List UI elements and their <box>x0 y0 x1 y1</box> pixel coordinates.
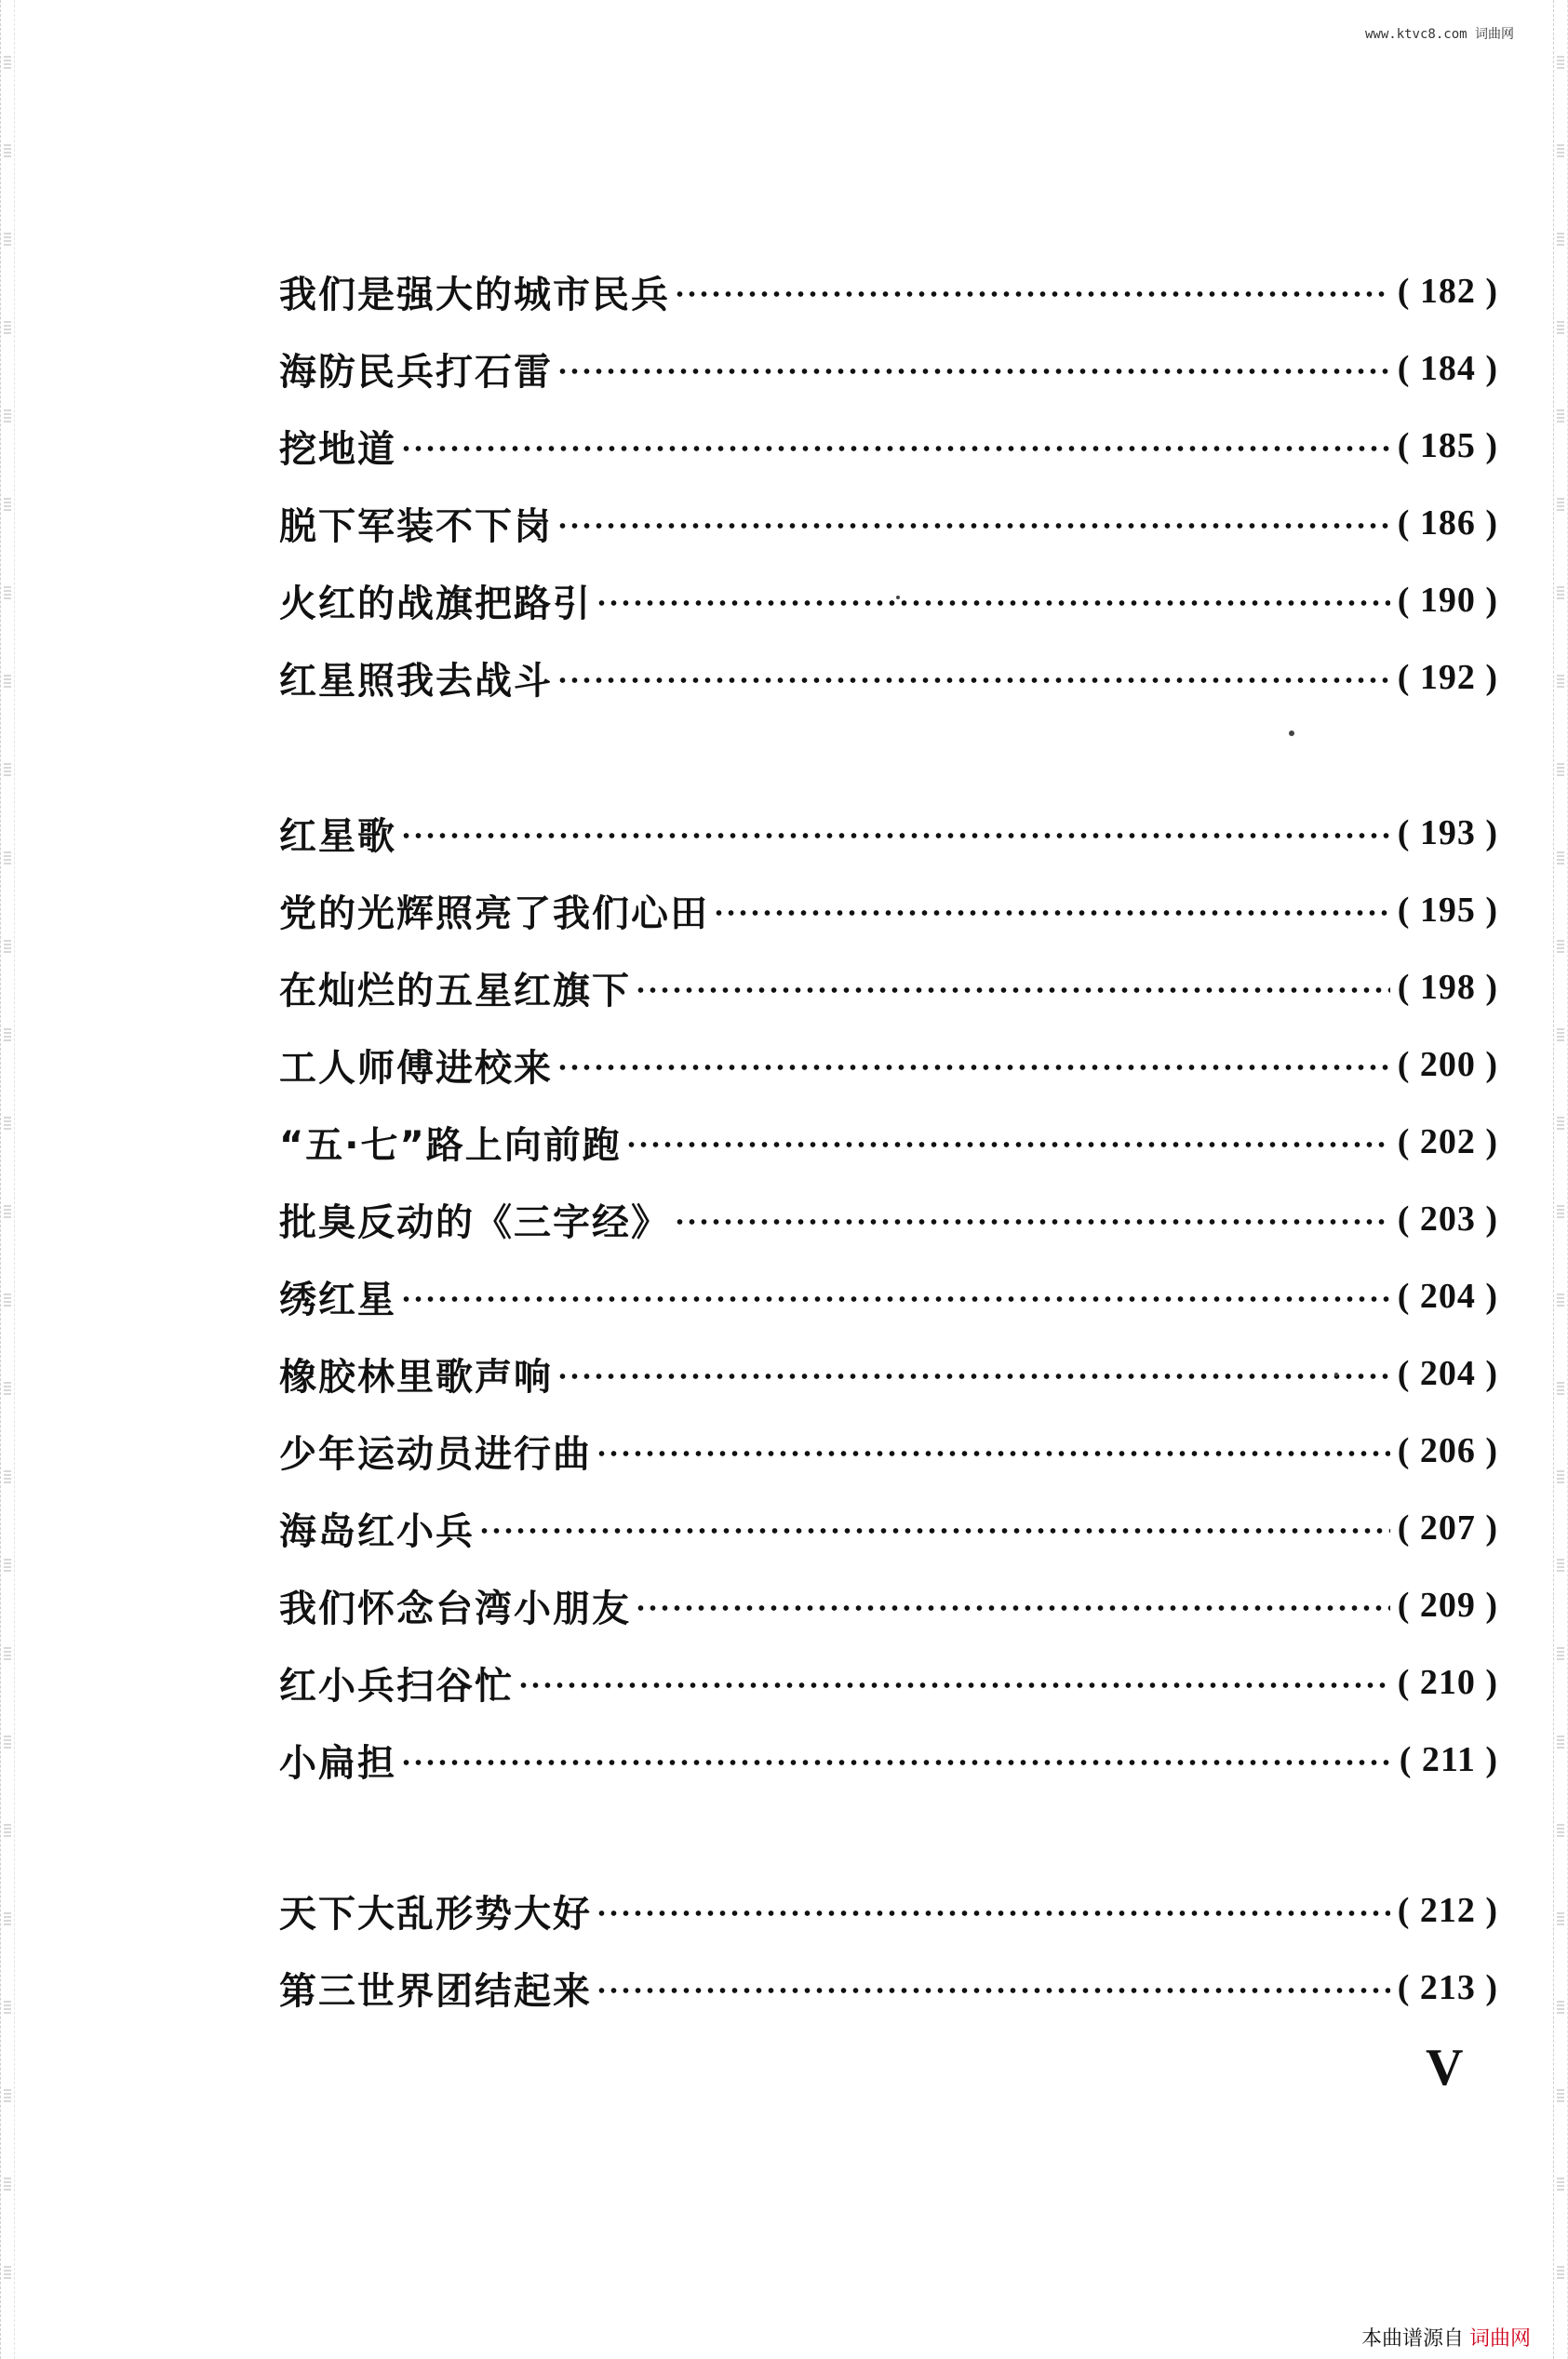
toc-entry-title: 党的光辉照亮了我们心田 <box>279 891 709 935</box>
dot-leader <box>556 1372 1390 1381</box>
edge-tick <box>1557 1382 1564 1397</box>
footer-site-link[interactable]: 词曲网 <box>1468 2327 1531 2351</box>
dot-leader <box>596 1986 1390 1995</box>
edge-tick <box>4 1647 11 1662</box>
edge-tick <box>4 851 11 866</box>
toc-entry-page: ( 182 ) <box>1397 272 1498 311</box>
edge-tick <box>4 56 11 71</box>
edge-tick <box>1557 2001 1564 2016</box>
toc-entry <box>279 418 1498 474</box>
edge-tick <box>4 675 11 690</box>
toc-entry <box>279 1883 1498 1938</box>
toc-entry-page: ( 190 ) <box>1397 581 1498 620</box>
edge-tick <box>4 144 11 159</box>
edge-tick <box>4 2266 11 2281</box>
toc-entry <box>279 1732 1498 1788</box>
toc-entry-title: 工人师傅进校来 <box>279 1046 553 1090</box>
edge-tick <box>1557 2178 1564 2192</box>
toc-entry-title: 红小兵扫谷忙 <box>279 1664 514 1708</box>
dot-leader <box>400 1758 1392 1767</box>
edge-tick <box>1557 1912 1564 1927</box>
edge-tick <box>4 1028 11 1043</box>
toc-entry-page: ( 198 ) <box>1397 968 1498 1007</box>
dot-leader <box>478 1526 1390 1535</box>
dot-leader <box>674 1217 1390 1226</box>
scan-speck <box>896 596 900 599</box>
toc-entry-title: “五·七”路上向前跑 <box>279 1123 622 1167</box>
edge-tick <box>4 321 11 336</box>
dot-leader <box>517 1681 1390 1690</box>
page-number-mark: V <box>1426 2039 1464 2097</box>
toc-entry-page: ( 211 ) <box>1399 1740 1498 1779</box>
edge-tick <box>4 233 11 248</box>
toc-entry <box>279 1268 1498 1324</box>
edge-tick <box>1557 56 1564 71</box>
toc-entry-page: ( 204 ) <box>1397 1354 1498 1393</box>
dot-leader <box>556 676 1390 685</box>
edge-tick <box>1557 940 1564 955</box>
edge-tick <box>4 2001 11 2016</box>
toc-entry-page: ( 210 ) <box>1397 1663 1498 1702</box>
toc-entry-title: 红星歌 <box>279 814 396 858</box>
edge-tick <box>1557 763 1564 778</box>
edge-tick <box>1557 675 1564 690</box>
toc-entry-page: ( 192 ) <box>1397 658 1498 697</box>
edge-tick <box>4 1559 11 1574</box>
right-edge-strip <box>1553 0 1568 2359</box>
toc-entry-page: ( 195 ) <box>1397 891 1498 930</box>
toc-entry <box>279 1577 1498 1633</box>
toc-entry <box>279 1655 1498 1710</box>
toc-entry-title: 少年运动员进行曲 <box>279 1432 592 1476</box>
edge-tick <box>1557 1559 1564 1574</box>
scan-speck <box>1289 730 1294 736</box>
toc-entry-page: ( 200 ) <box>1397 1045 1498 1084</box>
toc-entry-title: 绣红星 <box>279 1278 396 1321</box>
dot-leader <box>400 1294 1390 1304</box>
edge-tick <box>1557 2266 1564 2281</box>
toc-entry-page: ( 185 ) <box>1397 426 1498 465</box>
toc-entry-title: 海防民兵打石雷 <box>279 350 553 394</box>
edge-tick <box>4 1824 11 1839</box>
toc-entry-page: ( 209 ) <box>1397 1586 1498 1625</box>
dot-leader <box>713 908 1390 918</box>
edge-tick <box>4 2089 11 2104</box>
toc-entry <box>279 1500 1498 1556</box>
toc-entry-title: 橡胶林里歌声响 <box>279 1355 553 1399</box>
toc-entry <box>279 882 1498 938</box>
left-edge-strip <box>0 0 15 2359</box>
footer <box>1361 2323 1531 2352</box>
toc-entry-page: ( 203 ) <box>1397 1200 1498 1239</box>
toc-entry <box>279 263 1498 319</box>
toc-entry-title: 我们是强大的城市民兵 <box>279 273 670 316</box>
toc-entry-page: ( 186 ) <box>1397 503 1498 543</box>
toc-entry-page: ( 193 ) <box>1397 813 1498 852</box>
edge-tick <box>1557 1470 1564 1485</box>
toc-entry <box>279 1423 1498 1479</box>
toc-entry <box>279 1037 1498 1092</box>
edge-tick <box>4 1912 11 1927</box>
edge-tick <box>1557 144 1564 159</box>
edge-tick <box>4 940 11 955</box>
toc-entry-title: 批臭反动的《三字经》 <box>279 1200 670 1244</box>
dot-leader <box>400 831 1390 840</box>
edge-tick <box>1557 409 1564 424</box>
edge-tick <box>4 1382 11 1397</box>
dot-leader <box>556 367 1390 376</box>
edge-tick <box>1557 233 1564 248</box>
toc-entry-page: ( 206 ) <box>1397 1431 1498 1470</box>
edge-tick <box>1557 851 1564 866</box>
edge-tick <box>1557 586 1564 601</box>
header-url[interactable]: www.ktvc8.com 词曲网 <box>1364 27 1514 42</box>
toc-entry-page: ( 184 ) <box>1397 349 1498 388</box>
dot-leader <box>556 1063 1390 1072</box>
edge-tick <box>1557 1736 1564 1750</box>
toc-entry <box>279 959 1498 1015</box>
toc-entry <box>279 495 1498 551</box>
dot-leader <box>635 985 1390 995</box>
toc-entry-title: 红星照我去战斗 <box>279 659 553 703</box>
dot-leader <box>596 1449 1390 1458</box>
toc-entry-page: ( 212 ) <box>1397 1891 1498 1930</box>
dot-leader <box>596 598 1390 608</box>
edge-tick <box>1557 1647 1564 1662</box>
edge-tick <box>4 1205 11 1220</box>
toc-entry <box>279 1191 1498 1247</box>
toc-entry <box>279 805 1498 861</box>
edge-tick <box>4 1470 11 1485</box>
dot-leader <box>635 1603 1390 1613</box>
toc-entry-title: 第三世界团结起来 <box>279 1969 592 2013</box>
dot-leader <box>556 521 1390 530</box>
edge-tick <box>1557 1028 1564 1043</box>
dot-leader <box>596 1909 1390 1918</box>
dot-leader <box>625 1140 1390 1149</box>
toc-entry-page: ( 207 ) <box>1397 1508 1498 1548</box>
edge-tick <box>1557 498 1564 513</box>
edge-tick <box>1557 1293 1564 1308</box>
toc-entry-title: 在灿烂的五星红旗下 <box>279 969 631 1012</box>
edge-tick <box>4 1293 11 1308</box>
toc-entry-page: ( 204 ) <box>1397 1277 1498 1316</box>
dot-leader <box>674 289 1390 299</box>
toc-entry <box>279 650 1498 705</box>
edge-tick <box>1557 1824 1564 1839</box>
edge-tick <box>1557 321 1564 336</box>
edge-tick <box>1557 1117 1564 1132</box>
edge-tick <box>4 1117 11 1132</box>
footer-source-text: 本曲谱源自 <box>1360 2327 1464 2351</box>
toc-entry-title: 我们怀念台湾小朋友 <box>279 1587 631 1630</box>
edge-tick <box>4 2178 11 2192</box>
toc-entry <box>279 1114 1498 1170</box>
toc-entry <box>279 1960 1498 2016</box>
toc-entry-page: ( 213 ) <box>1397 1968 1498 2007</box>
toc-entry <box>279 341 1498 396</box>
edge-tick <box>4 763 11 778</box>
edge-tick <box>1557 1205 1564 1220</box>
dot-leader <box>400 444 1390 453</box>
edge-tick <box>4 409 11 424</box>
toc-entry-title: 脱下军装不下岗 <box>279 504 553 548</box>
toc-entry-title: 火红的战旗把路引 <box>279 582 592 625</box>
toc-entry-title: 挖地道 <box>279 427 396 471</box>
toc-entry <box>279 1346 1498 1401</box>
edge-tick <box>4 1736 11 1750</box>
edge-tick <box>4 586 11 601</box>
toc-entry-title: 海岛红小兵 <box>279 1509 475 1553</box>
toc-entry-page: ( 202 ) <box>1397 1122 1498 1161</box>
edge-tick <box>1557 2089 1564 2104</box>
toc-entry <box>279 572 1498 628</box>
scan-speck <box>1334 1373 1338 1376</box>
edge-tick <box>4 498 11 513</box>
toc-entry-title: 天下大乱形势大好 <box>279 1892 592 1936</box>
toc-entry-title: 小扁担 <box>279 1741 396 1785</box>
